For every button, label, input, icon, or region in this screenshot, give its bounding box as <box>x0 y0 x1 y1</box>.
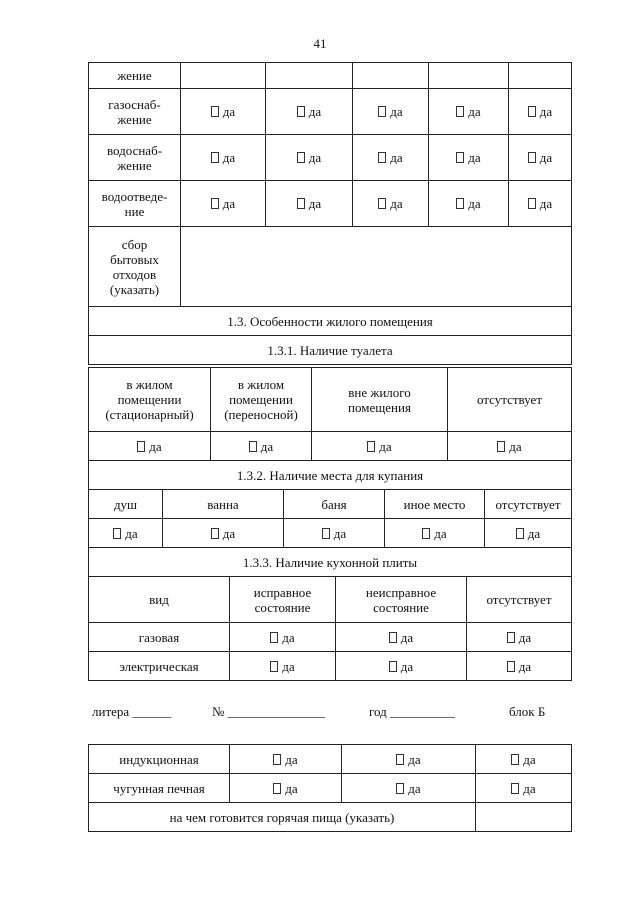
yes-label: да <box>308 150 322 165</box>
checkbox-icon[interactable] <box>297 198 305 209</box>
yes-label: да <box>539 104 553 119</box>
yes-checkbox[interactable] <box>230 745 342 774</box>
yes-checkbox[interactable] <box>353 181 429 227</box>
yes-checkbox[interactable] <box>467 652 572 681</box>
checkbox-icon[interactable] <box>456 198 464 209</box>
footer-block: блок Б <box>509 704 546 719</box>
yes-label: да <box>282 629 295 645</box>
checkbox-icon[interactable] <box>389 661 397 672</box>
yes-checkbox[interactable] <box>181 89 266 135</box>
yes-checkbox[interactable] <box>476 774 572 803</box>
checkbox-icon[interactable] <box>378 106 386 117</box>
yes-checkbox[interactable] <box>485 519 572 548</box>
yes-label: да <box>400 658 414 674</box>
toilet-header: в жилом помещении (стационарный) <box>89 368 211 432</box>
yes-label: да <box>527 525 541 541</box>
toilet-header: вне жилого помещения <box>312 368 448 432</box>
checkbox-icon[interactable] <box>396 754 404 765</box>
utilities-table <box>88 62 572 365</box>
yes-checkbox[interactable] <box>476 745 572 774</box>
checkbox-icon[interactable] <box>389 632 397 643</box>
yes-checkbox[interactable] <box>342 745 476 774</box>
yes-label: да <box>222 525 236 541</box>
stove-title: 1.3.3. Наличие кухонной плиты <box>89 548 572 577</box>
yes-checkbox[interactable] <box>89 519 163 548</box>
toilet-header: отсутствует <box>448 368 572 432</box>
yes-label: да <box>518 629 532 645</box>
toilet-header: в жилом помещении (переносной) <box>211 368 312 432</box>
yes-checkbox[interactable] <box>211 432 312 461</box>
checkbox-icon[interactable] <box>378 152 386 163</box>
checkbox-icon[interactable] <box>516 528 524 539</box>
utility-label: жение <box>89 63 181 89</box>
yes-label: да <box>468 150 481 165</box>
stove-type: электрическая <box>89 652 230 681</box>
bath-header: душ <box>89 490 163 519</box>
bath-header: ванна <box>163 490 284 519</box>
yes-label: да <box>308 104 322 119</box>
yes-checkbox[interactable] <box>342 774 476 803</box>
yes-label: да <box>308 196 322 211</box>
checkbox-icon[interactable] <box>456 152 464 163</box>
stove-row <box>89 652 572 681</box>
yes-checkbox[interactable] <box>312 432 448 461</box>
checkbox-icon[interactable] <box>497 441 505 452</box>
yes-label: да <box>285 751 298 767</box>
yes-label: да <box>518 658 532 674</box>
yes-label: да <box>282 658 295 674</box>
yes-checkbox[interactable] <box>509 181 572 227</box>
checkbox-icon[interactable] <box>528 152 536 163</box>
checkbox-icon[interactable] <box>113 528 121 539</box>
checkbox-icon[interactable] <box>211 528 219 539</box>
yes-checkbox[interactable] <box>336 623 467 652</box>
yes-label: да <box>539 196 553 211</box>
footer-litera: литера ______ <box>92 704 172 719</box>
waste-label: сбор бытовых отходов (указать) <box>89 227 181 307</box>
toilet-title: 1.3.1. Наличие туалета <box>89 336 572 365</box>
yes-checkbox[interactable] <box>467 623 572 652</box>
checkbox-icon[interactable] <box>211 198 219 209</box>
bath-table <box>88 489 572 577</box>
checkbox-icon[interactable] <box>367 441 375 452</box>
waste-input[interactable] <box>181 227 572 307</box>
yes-checkbox[interactable] <box>448 432 572 461</box>
yes-label: да <box>125 525 138 541</box>
yes-checkbox[interactable] <box>181 181 266 227</box>
utility-row <box>89 63 572 89</box>
stove-type: индукционная <box>89 745 230 774</box>
section-1-3-title: 1.3. Особенности жилого помещения <box>89 307 572 336</box>
yes-checkbox[interactable] <box>429 89 509 135</box>
yes-label: да <box>468 196 481 211</box>
yes-checkbox[interactable] <box>181 135 266 181</box>
checkbox-icon[interactable] <box>322 528 330 539</box>
yes-checkbox[interactable] <box>429 135 509 181</box>
stove-row <box>89 623 572 652</box>
checkbox-icon[interactable] <box>422 528 430 539</box>
checkbox-icon[interactable] <box>297 106 305 117</box>
yes-label: да <box>333 525 347 541</box>
yes-label: да <box>222 196 236 211</box>
yes-label: да <box>509 438 522 454</box>
hot-food-label: на чем готовится горячая пища (указать) <box>89 803 476 832</box>
checkbox-icon[interactable] <box>249 441 257 452</box>
utility-row <box>89 89 572 135</box>
yes-label: да <box>468 104 481 119</box>
yes-checkbox[interactable] <box>266 181 353 227</box>
yes-checkbox[interactable] <box>230 774 342 803</box>
checkbox-icon[interactable] <box>507 661 515 672</box>
yes-checkbox[interactable] <box>509 89 572 135</box>
checkbox-icon[interactable] <box>273 754 281 765</box>
stove-header: исправное состояние <box>230 577 336 623</box>
utility-label: газоснаб- жение <box>89 89 181 135</box>
checkbox-icon[interactable] <box>507 632 515 643</box>
checkbox-icon[interactable] <box>270 661 278 672</box>
yes-label: да <box>260 438 274 454</box>
stove-row <box>89 745 572 774</box>
yes-label: да <box>539 150 553 165</box>
yes-label: да <box>149 438 162 454</box>
yes-checkbox[interactable] <box>266 89 353 135</box>
checkbox-icon[interactable] <box>528 198 536 209</box>
bath-header: отсутствует <box>485 490 572 519</box>
yes-label: да <box>408 780 421 796</box>
checkbox-icon[interactable] <box>297 152 305 163</box>
checkbox-icon[interactable] <box>378 198 386 209</box>
yes-label: да <box>285 780 298 796</box>
utility-label: водоотведе- ние <box>89 181 181 227</box>
yes-checkbox[interactable] <box>509 135 572 181</box>
checkbox-icon[interactable] <box>211 106 219 117</box>
toilet-table <box>88 367 572 490</box>
stove-header: неисправное состояние <box>336 577 467 623</box>
yes-label: да <box>222 150 236 165</box>
yes-checkbox[interactable] <box>429 181 509 227</box>
yes-checkbox[interactable] <box>230 652 336 681</box>
yes-label: да <box>390 104 403 119</box>
yes-label: да <box>408 751 421 767</box>
checkbox-icon[interactable] <box>137 441 145 452</box>
yes-label: да <box>222 104 236 119</box>
yes-label: да <box>523 780 536 796</box>
yes-label: да <box>523 751 536 767</box>
footer-year: год __________ <box>369 704 455 719</box>
bath-header: баня <box>284 490 385 519</box>
stove-continuation-table <box>88 744 572 832</box>
checkbox-icon[interactable] <box>211 152 219 163</box>
hot-food-input[interactable] <box>476 803 572 832</box>
stove-row <box>89 774 572 803</box>
stove-type: чугунная печная <box>89 774 230 803</box>
checkbox-icon[interactable] <box>511 783 519 794</box>
yes-checkbox[interactable] <box>353 89 429 135</box>
yes-checkbox[interactable] <box>385 519 485 548</box>
utility-row <box>89 227 572 307</box>
utility-label: водоснаб- жение <box>89 135 181 181</box>
bath-header: иное место <box>385 490 485 519</box>
checkbox-icon[interactable] <box>396 783 404 794</box>
bath-title: 1.3.2. Наличие места для купания <box>89 461 572 490</box>
checkbox-icon[interactable] <box>456 106 464 117</box>
checkbox-icon[interactable] <box>511 754 519 765</box>
yes-label: да <box>434 525 447 541</box>
yes-label: да <box>390 150 403 165</box>
stove-table <box>88 576 572 681</box>
yes-checkbox[interactable] <box>336 652 467 681</box>
checkbox-icon[interactable] <box>273 783 281 794</box>
stove-header: отсутствует <box>467 577 572 623</box>
checkbox-icon[interactable] <box>270 632 278 643</box>
page-number: 41 <box>313 36 327 51</box>
yes-checkbox[interactable] <box>163 519 284 548</box>
yes-checkbox[interactable] <box>230 623 336 652</box>
yes-checkbox[interactable] <box>284 519 385 548</box>
yes-checkbox[interactable] <box>353 135 429 181</box>
footer-number: № _______________ <box>212 704 326 719</box>
checkbox-icon[interactable] <box>528 106 536 117</box>
yes-checkbox[interactable] <box>89 432 211 461</box>
yes-checkbox[interactable] <box>266 135 353 181</box>
utility-row <box>89 181 572 227</box>
stove-type: газовая <box>89 623 230 652</box>
yes-label: да <box>379 438 392 454</box>
yes-label: да <box>400 629 414 645</box>
stove-header: вид <box>89 577 230 623</box>
yes-label: да <box>390 196 403 211</box>
utility-row <box>89 135 572 181</box>
